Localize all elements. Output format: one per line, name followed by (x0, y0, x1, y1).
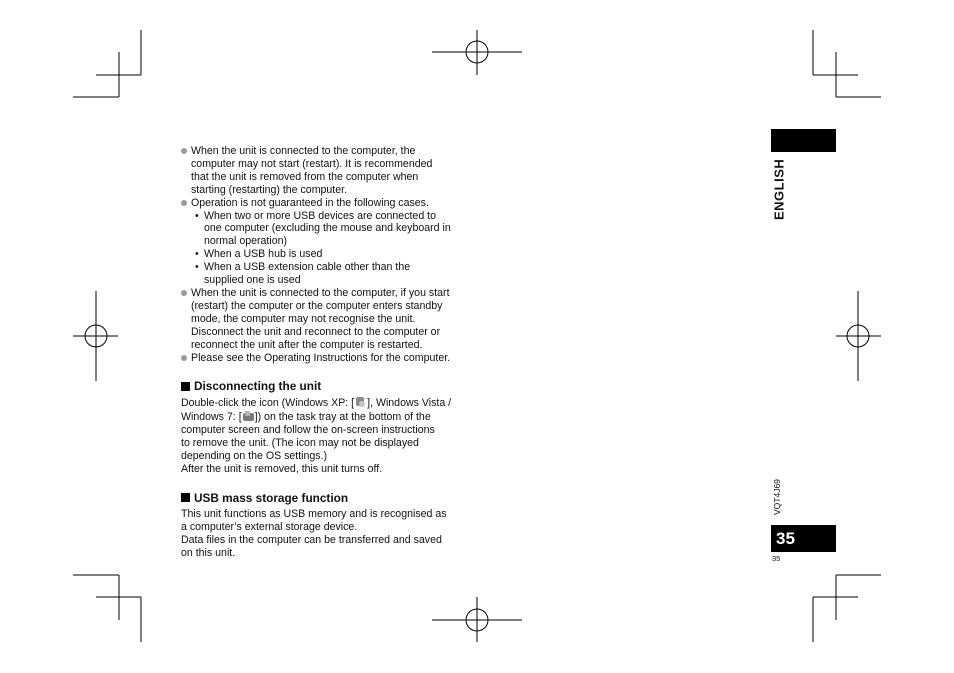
sub-line: When two or more USB devices are connected to (204, 209, 436, 222)
sub-bullet-mark: • (195, 209, 199, 222)
document-code: VQT4J69 (772, 479, 782, 515)
bullet-item (181, 197, 471, 210)
page-number-small: 35 (772, 554, 781, 563)
bullet-dot-icon (181, 148, 187, 154)
section-heading-disconnect (181, 379, 471, 393)
bullet-line: Please see the Operating Instructions for the computer. (191, 351, 451, 364)
bullet-line: computer may not start (restart). It is recommended (191, 157, 433, 170)
usb-device-icon (354, 396, 367, 408)
sub-line: normal operation) (204, 235, 288, 248)
bullet-line: mode, the computer may not recognise the unit. (191, 312, 416, 325)
bullet-dot-icon (181, 200, 187, 206)
paragraph-line: Data files in the computer can be transferred and saved (181, 533, 442, 546)
bullet-line: starting (restarting) the computer. (191, 183, 348, 196)
black-square-icon (181, 493, 190, 502)
text-run: ], Windows Vista / (367, 397, 452, 410)
bullet-item (181, 352, 471, 365)
paragraph-line: computer screen and follow the on-screen instructions (181, 424, 435, 437)
page-number: 35 (771, 525, 836, 552)
paragraph-line: a computer’s external storage device. (181, 520, 358, 533)
bullet-line: Disconnect the unit and reconnect to the computer or (191, 325, 441, 338)
paragraph-line: This unit functions as USB memory and is recognised as (181, 507, 447, 520)
paragraph-line (181, 396, 471, 410)
sub-list-item (181, 210, 471, 249)
paragraph-line: After the unit is removed, this unit turns off. (181, 462, 383, 475)
bullet-item (181, 145, 471, 197)
paragraph-line: to remove the unit. (The icon may not be displayed (181, 437, 419, 450)
sub-line: When a USB hub is used (204, 248, 323, 261)
text-run: ]) on the task tray at the bottom of the (254, 411, 431, 424)
sub-bullet-mark: • (195, 261, 199, 274)
sub-list-item (181, 248, 471, 261)
sub-line: one computer (excluding the mouse and keyboard in (204, 222, 451, 235)
language-label: ENGLISH (771, 158, 787, 220)
main-content (181, 145, 471, 559)
black-square-icon (181, 382, 190, 391)
section-heading-usb (181, 491, 471, 505)
bullet-item (181, 287, 471, 352)
bullet-dot-icon (181, 290, 187, 296)
sub-bullet-mark: • (195, 248, 199, 261)
language-tab-bar (771, 129, 836, 152)
heading-text: Disconnecting the unit (194, 379, 322, 394)
heading-text: USB mass storage function (194, 490, 349, 505)
paragraph-line (181, 410, 471, 424)
bullet-line: When the unit is connected to the computer, if you start (191, 286, 450, 299)
bullet-dot-icon (181, 355, 187, 361)
sub-list-item (181, 261, 471, 287)
bullet-line: that the unit is removed from the computer when (191, 170, 419, 183)
paragraph-line: depending on the OS settings.) (181, 450, 328, 463)
safely-remove-hardware-icon (242, 410, 255, 422)
text-run: Double-click the icon (Windows XP: [ (181, 397, 355, 410)
text-run: Windows 7: [ (181, 411, 242, 424)
bullet-line: When the unit is connected to the computer, the (191, 145, 416, 157)
sub-line: supplied one is used (204, 274, 301, 287)
bullet-line: (restart) the computer or the computer enters standby (191, 299, 443, 312)
paragraph-line: on this unit. (181, 546, 236, 559)
bullet-line: Operation is not guaranteed in the following cases. (191, 196, 429, 209)
bullet-line: reconnect the unit after the computer is restarted. (191, 338, 423, 351)
sub-line: When a USB extension cable other than the (204, 261, 411, 274)
